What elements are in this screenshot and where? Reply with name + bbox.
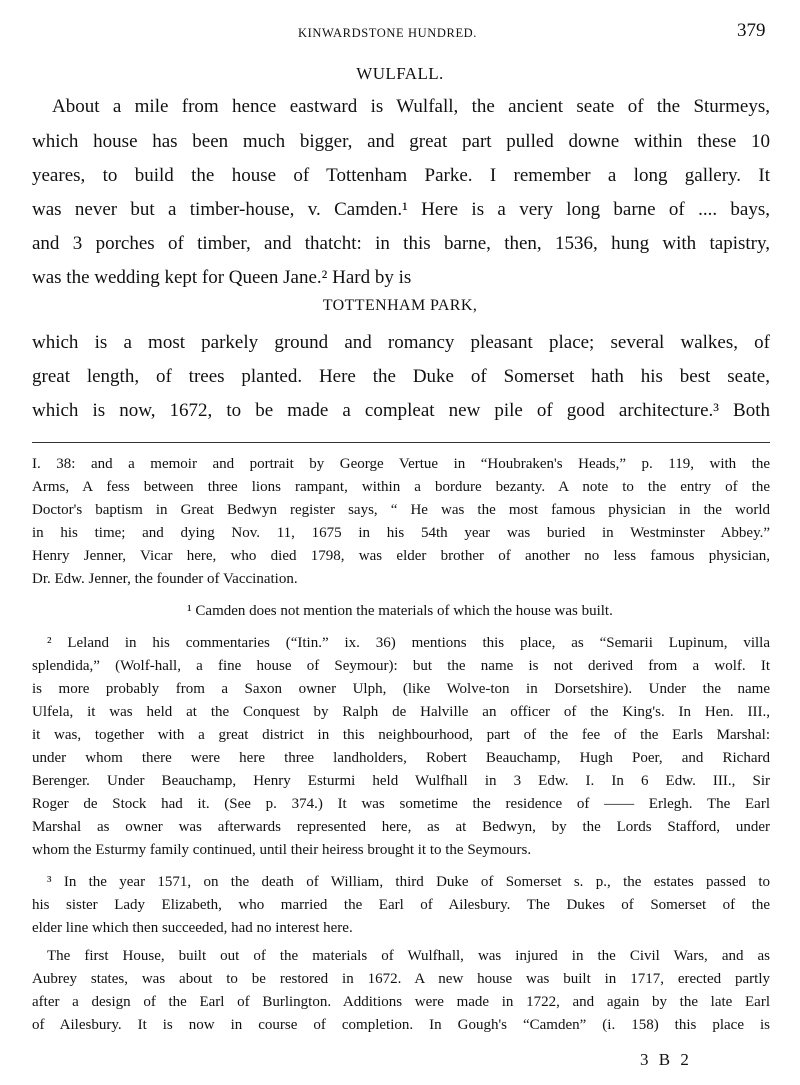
footnote-3-cont-line: The first House, built out of the materials of Wulfhall, was injured in the Civil Wars, and as (47, 948, 770, 964)
page-number: 379 (737, 20, 766, 41)
footnote-2-line: it was, together with a great district in this neighbourhood, part of the fee of the Earls Marshal: (32, 727, 770, 743)
footnote-2-line: ² Leland in his commentaries (“Itin.” ix. 36) mentions this place, as “Semarii Lupinum, villa (47, 635, 770, 651)
section-heading-tottenham-park: TOTTENHAM PARK, (322, 297, 478, 314)
footnote-2-line: Roger de Stock had it. (See p. 374.) It was sometime the residence of —— Erlegh. The Earl (32, 796, 770, 812)
text-line: great length, of trees planted. Here the Duke of Somerset hath his best seate, (32, 366, 770, 387)
footnote-line: Henry Jenner, Vicar here, who died 1798, was elder brother of another no less famous physician, (32, 548, 770, 564)
footnote-line: Arms, A fess between three lions rampant, within a bordure bezanty. A note to the entry of the (32, 479, 770, 495)
footnote-2-line: is more probably from a Saxon owner Ulph, (like Wolve-ton in Dorsetshire). Under the name (32, 681, 770, 697)
footnote-2-line: Ulfela, it was held at the Conquest by Ralph de Halville an officer of the King's. In Hen. III., (32, 704, 770, 720)
footnote-3-cont-line: of Ailesbury. It is now in course of completion. In Gough's “Camden” (i. 158) this place is (32, 1017, 770, 1033)
text-line: was the wedding kept for Queen Jane.² Hard by is (32, 267, 412, 288)
footnote-3-cont-line: after a design of the Earl of Burlington. Additions were made in 1722, and again by the late Earl (32, 994, 770, 1010)
footnote-line: Doctor's baptism in Great Bedwyn register says, “ He was the most famous physician in the world (32, 502, 770, 518)
text-line: About a mile from hence eastward is Wulfall, the ancient seate of the Sturmeys, (52, 96, 770, 117)
footnote-1: ¹ Camden does not mention the materials of which the house was built. (187, 603, 613, 619)
text-line: which is now, 1672, to be made a compleat new pile of good architecture.³ Both (32, 400, 770, 421)
signature-mark: 3 B 2 (640, 1050, 692, 1069)
text-line: and 3 porches of timber, and thatcht: in this barne, then, 1536, hung with tapistry, (32, 233, 770, 254)
footnote-2-line: whom the Esturmy family continued, until their heiress brought it to the Seymours. (32, 842, 532, 858)
text-line: which house has been much bigger, and great part pulled downe within these 10 (32, 131, 770, 152)
footnote-rule (32, 442, 770, 443)
text-line: which is a most parkely ground and romancy pleasant place; several walkes, of (32, 332, 770, 353)
footnote-3-line: elder line which then succeeded, had no interest here. (32, 920, 353, 936)
footnote-2-line: under whom there were here three landholders, Robert Beauchamp, Hugh Poer, and Richard (32, 750, 770, 766)
footnote-line: Dr. Edw. Jenner, the founder of Vaccination. (32, 571, 298, 587)
section-heading-wulfall: WULFALL. (356, 64, 444, 83)
text-line: was never but a timber-house, v. Camden.¹ Here is a very long barne of .... bays, (32, 199, 770, 220)
footnote-line: in his time; and dying Nov. 11, 1675 in his 54th year was buried in Westminster Abbey.” (32, 525, 770, 541)
footnote-line: I. 38: and a memoir and portrait by George Vertue in “Houbraken's Heads,” p. 119, with the (32, 456, 770, 472)
footnote-3-line: ³ In the year 1571, on the death of William, third Duke of Somerset s. p., the estates passed to (47, 874, 770, 890)
running-head: KINWARDSTONE HUNDRED. (298, 26, 478, 40)
footnote-2-line: Berenger. Under Beauchamp, Henry Esturmi held Wulfhall in 3 Edw. I. In 6 Edw. III., Sir (32, 773, 770, 789)
footnote-3-cont-line: Aubrey states, was about to be restored in 1672. A new house was built in 1717, erected partly (32, 971, 770, 987)
footnote-2-line: Marshal as owner was afterwards represented here, as at Bedwyn, by the Lords Stafford, under (32, 819, 770, 835)
footnote-2-line: splendida,” (Wolf-hall, a fine house of Seymour): but the name is not derived from a wolf. It (32, 658, 770, 674)
text-line: yeares, to build the house of Tottenham Parke. I remember a long gallery. It (32, 165, 770, 186)
footnote-3-line: his sister Lady Elizabeth, who married the Earl of Ailesbury. The Dukes of Somerset of the (32, 897, 770, 913)
